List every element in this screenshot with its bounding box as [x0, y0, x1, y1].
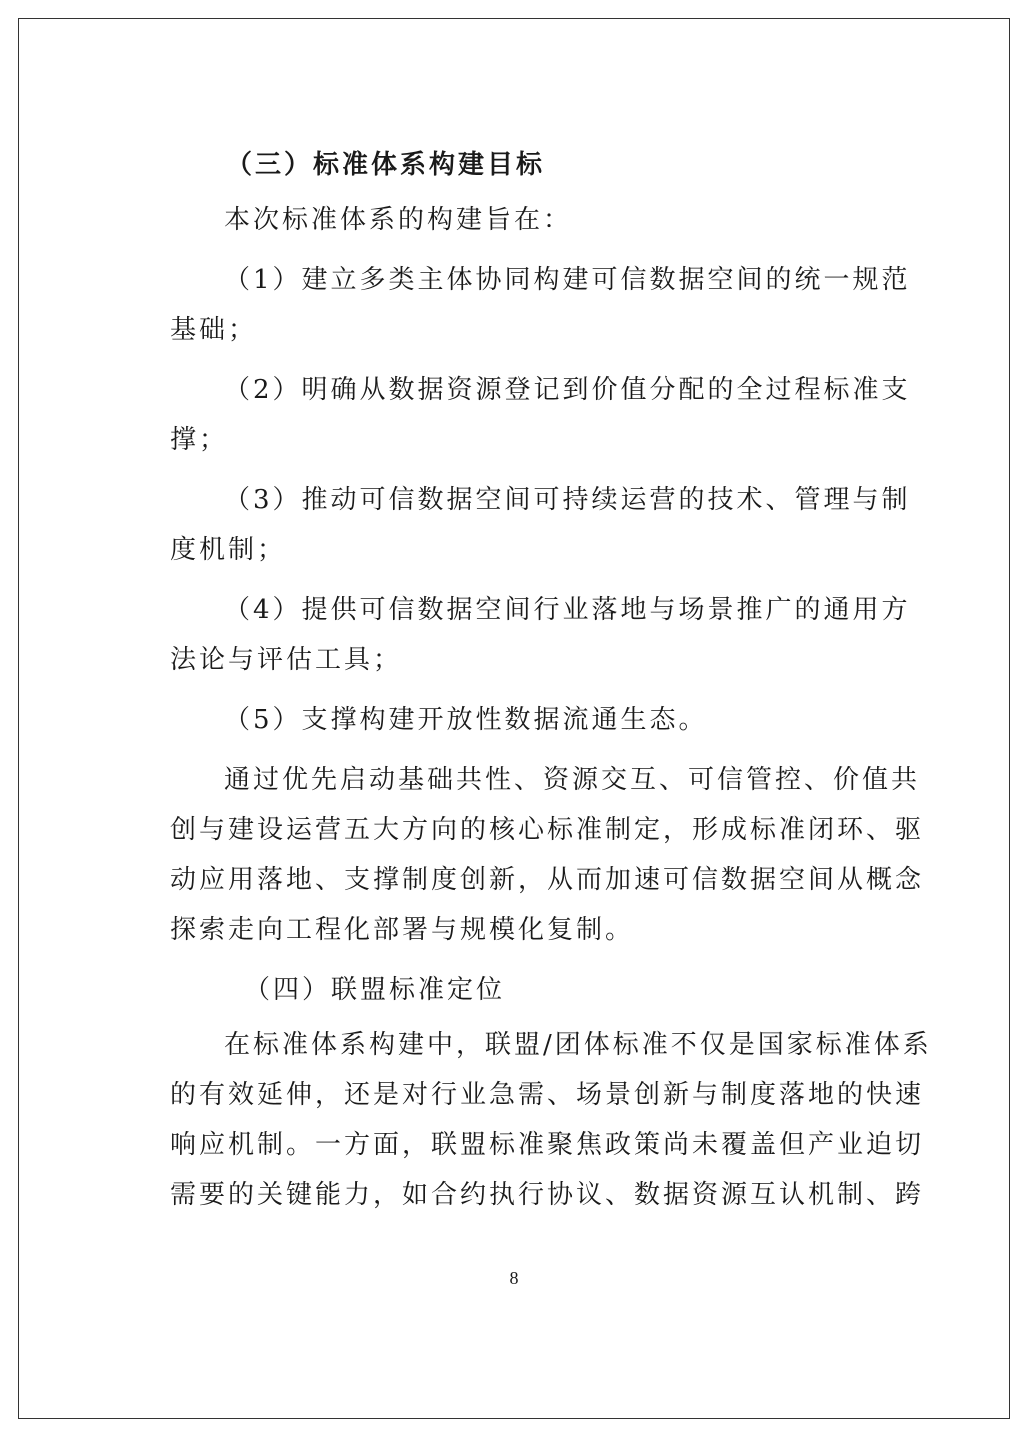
- paragraph-line: 的有效延伸，还是对行业急需、场景创新与制度落地的快速: [170, 1080, 925, 1110]
- document-body: [170, 140, 932, 1230]
- paragraph-line: 动应用落地、支撑制度创新，从而加速可信数据空间从概念: [170, 865, 925, 895]
- paragraph-line: 通过优先启动基础共性、资源交互、可信管控、价值共: [224, 765, 921, 795]
- goal-item-5: [170, 695, 860, 745]
- paragraph-line: （2）明确从数据资源登记到价值分配的全过程标准支: [224, 375, 911, 405]
- section-3-intro: [170, 195, 860, 245]
- goal-item-1: [170, 255, 911, 355]
- section-4-paragraph: [170, 1020, 932, 1220]
- goal-item-2: [170, 365, 911, 465]
- paragraph-line: 创与建设运营五大方向的核心标准制定，形成标准闭环、驱: [170, 815, 925, 845]
- section-heading-3: （三）标准体系构建目标: [226, 150, 546, 180]
- paragraph-line: 度机制；: [170, 535, 287, 565]
- paragraph-line: 探索走向工程化部署与规模化复制。: [170, 915, 635, 945]
- paragraph-line: 在标准体系构建中，联盟/团体标准不仅是国家标准体系: [224, 1030, 932, 1060]
- paragraph-line: 撑；: [170, 425, 229, 455]
- paragraph-line: （4）提供可信数据空间行业落地与场景推广的通用方: [224, 595, 911, 625]
- paragraph-line: 法论与评估工具；: [170, 645, 403, 675]
- paragraph-line: （3）推动可信数据空间可持续运营的技术、管理与制: [224, 485, 911, 515]
- paragraph-line: 基础；: [170, 315, 258, 345]
- page-number: 8: [509, 1268, 519, 1288]
- paragraph-line: （5）支撑构建开放性数据流通生态。: [224, 705, 708, 735]
- paragraph-line: 响应机制。一方面，联盟标准聚焦政策尚未覆盖但产业迫切: [170, 1130, 925, 1160]
- goal-item-3: [170, 475, 911, 575]
- summary-paragraph: [170, 755, 925, 955]
- paragraph-line: （1）建立多类主体协同构建可信数据空间的统一规范: [224, 265, 911, 295]
- paragraph-line: 本次标准体系的构建旨在：: [224, 205, 573, 235]
- section-heading-4: （四）联盟标准定位: [244, 975, 506, 1005]
- paragraph-line: 需要的关键能力，如合约执行协议、数据资源互认机制、跨: [170, 1180, 925, 1210]
- goal-item-4: [170, 585, 911, 685]
